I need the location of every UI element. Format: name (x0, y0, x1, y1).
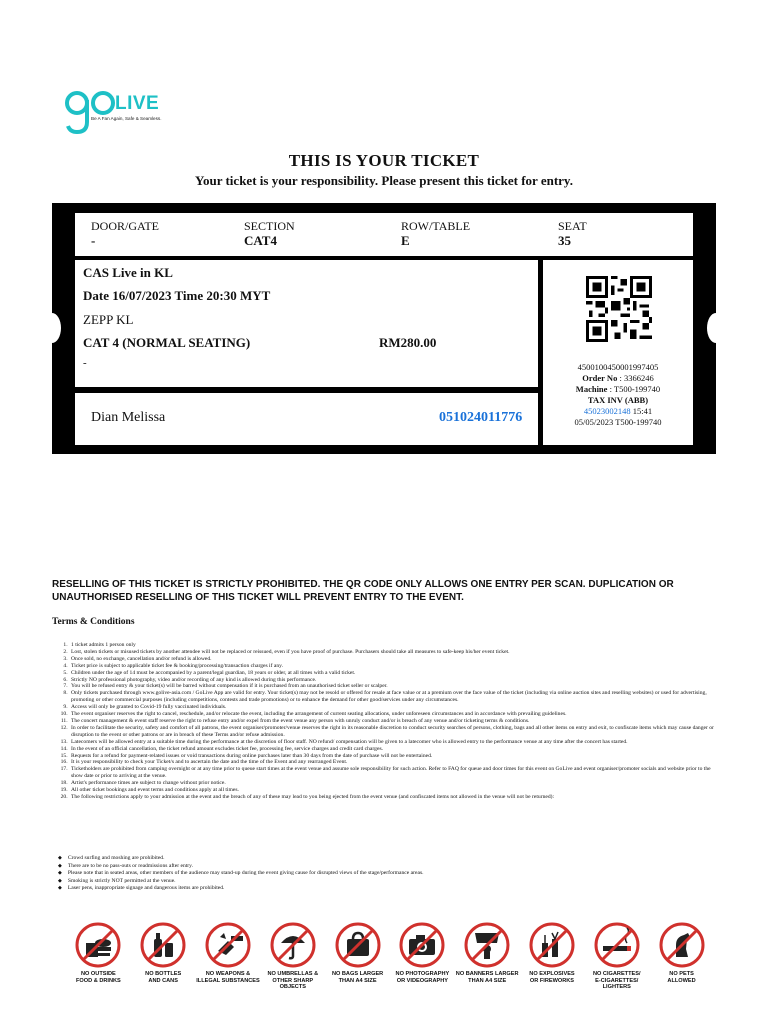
terms-item: 9. Access will only be granted to Covid-19 fully vaccinated individuals. (69, 704, 716, 711)
no-camera-icon (398, 921, 446, 969)
qr-details (543, 362, 693, 428)
terms-item: 14. In the event of an official cancellation, the ticket refund amount excludes ticket fee, processing fee, service charges and credit card charges. (69, 746, 716, 753)
prohibited-item (455, 921, 520, 1021)
row-table-label: ROW/TABLE (401, 219, 471, 233)
ticket-id[interactable]: 051024011776 (439, 410, 523, 425)
restriction-item: ◆ Please note that in seated areas, other members of the audience may stand-up during the event giving cause for disrupted views of the stage/performance areas. (69, 870, 716, 878)
no-food-icon (74, 921, 122, 969)
invoice-number[interactable]: 45023002148 (583, 406, 631, 416)
restrictions-list (52, 855, 716, 893)
section-value: CAT4 (244, 233, 277, 248)
ticket-category: CAT 4 (NORMAL SEATING) (83, 335, 251, 350)
issue-line: 05/05/2023 T500-199740 (574, 417, 662, 427)
terms-item: 3. Once sold, no exchange, cancellation and/or refund is allowed. (69, 656, 716, 663)
terms-item: 11. The concert management & event staff reserve the right to refuse entry and/or expel from the event venue any person with unruly conduct and/or is breach of any venue and/or ticketing terms & conditions. (69, 718, 716, 725)
prohibited-item (390, 921, 455, 1021)
logo-tagline: Be A Fan Again, Safe & Seamless. (91, 116, 162, 121)
logo-wordmark: LIVE (115, 93, 160, 114)
terms-item: 19. All other ticket bookings and event terms and conditions apply at all times. (69, 787, 716, 794)
prohibited-item (260, 921, 325, 1021)
event-datetime: Date 16/07/2023 Time 20:30 MYT (83, 288, 271, 303)
order-number: 3366246 (623, 373, 654, 383)
no-large-bags-icon (334, 921, 382, 969)
invoice-line (543, 406, 693, 417)
terms-item: 8. Only tickets purchased through www.golive-asia.com / GoLive App are valid for entry. Your ticket(s) may not be resold or offered for resale at face value or at a premium over the face value of the ticket (including via online auction sites and reselling websites) or used for advertising, promoting or other commercial purposes (including competitions, contests and trade promotions) or to enhance the demand for other good/services under any circumstances. (69, 690, 716, 704)
restriction-item: ◆ Smoking is strictly NOT permitted at the venue. (69, 878, 716, 886)
prohibited-item (196, 921, 261, 1021)
machine-line: Machine : T500-199740 (575, 384, 661, 394)
prohibited-label: NO PHOTOGRAPHY OR VIDEOGRAPHY (395, 971, 450, 984)
row-table (401, 219, 470, 248)
terms-item: 4. Ticket price is subject to applicable ticket fee & booking/processing/transaction charges if any. (69, 663, 716, 670)
page-subtitle: Your ticket is your responsibility. Please present this ticket for entry. (195, 173, 573, 188)
no-umbrella-icon (269, 921, 317, 969)
order-line: Order No : 3366246 (582, 373, 654, 383)
holder-name: Dian Melissa (91, 410, 166, 425)
prohibited-item (66, 921, 131, 1021)
terms-item: 5. Children under the age of 14 must be accompanied by a parent/legal guardian, 18 years or older, at all times with a valid ticket. (69, 670, 716, 677)
terms-item: 6. Strictly NO professional photography, video and/or recording of any kind is allowed during this performance. (69, 677, 716, 684)
section-label: SECTION (244, 219, 295, 233)
restriction-item: ◆ Laser pens, inappropriate signage and dangerous items are prohibited. (69, 885, 716, 893)
tax-invoice-label: TAX INV (ABB) (587, 395, 649, 405)
door-gate-value: - (91, 233, 96, 248)
restriction-item: ◆ Crowd surfing and moshing are prohibited. (69, 855, 716, 863)
door-gate (91, 219, 159, 248)
terms-item: 7. You will be refused entry & your ticket(s) will be barred without compensation if it is purchased from an unauthorised ticket seller or scalper. (69, 683, 716, 690)
no-pets-icon (658, 921, 706, 969)
terms-title: Terms & Conditions (52, 617, 135, 627)
terms-item: 10. The event organiser reserves the right to cancel, reschedule, and/or relocate the event, including the arrangement of current seating allocations, under unforeseen circumstances and in accordance with prevailing guidelines. (69, 711, 716, 718)
prohibited-item (325, 921, 390, 1021)
terms-item: 20. The following restrictions apply to your admission at the event and the breach of any of these may lead to you being ejected from the event venue (and confiscated items not allowed in the venue will not be returned): (69, 794, 716, 801)
terms-item: 18. Artist's performance times are subject to change without prior notice. (69, 780, 716, 787)
resell-warning: RESELLING OF THIS TICKET IS STRICTLY PROHIBITED. THE QR CODE ONLY ALLOWS ONE ENTRY PER SCAN. DUPLICATION OR UNAUTHORISED RESELLING OF THIS TICKET WILL PREVENT ENTRY TO THE EVENT. (52, 579, 674, 603)
prohibited-item (131, 921, 196, 1021)
terms-list (52, 642, 716, 801)
seat (558, 219, 587, 248)
prohibited-label: NO CIGARETTES/ E-CIGARETTES/ LIGHTERS (592, 971, 641, 990)
terms-item: 13. Latecomers will be allowed entry at a suitable time during the performance at the discretion of floor staff. NO refund/ compensation will be given to a latecomer who is allowed entry to the performance venue at any time after the concert has started. (69, 739, 716, 746)
terms-item: 2. Lost, stolen tickets or misused tickets by another attendee will not be replaced or reissued, even if you have proof of purchase. Purchasers should take all measures to safe-keep his/her event ticket. (69, 649, 716, 656)
section (244, 219, 295, 248)
terms-item: 17. Ticketholders are prohibited from camping overnight or at any time prior to queue start times at the event venue and assume sole responsibility for such action. Refer to FAQ for queue and door times for this event on GoLive and event organiser/promoter socials and website prior to the show date or prior to arriving at the venue. (69, 766, 716, 780)
no-bottles-icon (139, 921, 187, 969)
prohibited-label: NO UMBRELLAS & OTHER SHARP OBJECTS (267, 971, 319, 990)
prohibited-item (520, 921, 585, 1021)
ticket-notch-right (707, 313, 725, 343)
prohibited-label: NO BANNERS LARGER THAN A4 SIZE (455, 971, 519, 984)
barcode-number: 4500100450001997405 (577, 362, 659, 372)
seat-label: SEAT (558, 219, 587, 233)
machine-label: Machine (575, 384, 608, 394)
order-label: Order No (582, 373, 618, 383)
page-title: THIS IS YOUR TICKET (288, 151, 480, 170)
prohibited-item (584, 921, 649, 1021)
ticket-notch-left (43, 313, 61, 343)
qr-code-icon (586, 276, 652, 342)
invoice-time: 15:41 (632, 406, 653, 416)
ticket-note: - (83, 357, 87, 369)
prohibited-label: NO EXPLOSIVES OR FIREWORKS (529, 971, 575, 984)
event-venue: ZEPP KL (83, 312, 134, 327)
door-gate-label: DOOR/GATE (91, 219, 159, 233)
no-smoking-icon (593, 921, 641, 969)
terms-item: 1. 1 ticket admits 1 person only (69, 642, 716, 649)
terms-item: 12. In order to facilitate the security, safety and comfort of all patrons, the event organiser/promoter/venue reserves the right in its reasonable discretion to conduct security searches of persons, clothing, bags and all other items on entry and exit, to confiscate items which may cause danger or disruption to the event or other patrons or are in breach of these Terms and/or refuse admission. (69, 725, 716, 739)
restriction-item: ◆ There are to be no pass-outs or readmissions after entry. (69, 863, 716, 871)
no-banners-icon (463, 921, 511, 969)
machine-value: T500-199740 (613, 384, 661, 394)
prohibited-label: NO PETS ALLOWED (667, 971, 696, 984)
seat-info-panel (75, 213, 693, 256)
prohibited-label: NO BOTTLES AND CANS (145, 971, 182, 984)
prohibited-label: NO BAGS LARGER THAN A4 SIZE (331, 971, 384, 984)
event-name: CAS Live in KL (83, 265, 173, 280)
prohibited-items-row (66, 921, 714, 1021)
seat-value: 35 (558, 233, 571, 248)
prohibited-label: NO WEAPONS & ILLEGAL SUBSTANCES (196, 971, 260, 984)
prohibited-label: NO OUTSIDE FOOD & DRINKS (76, 971, 121, 984)
terms-item: 16. It is your responsibility to check your Ticket/s and to ascertain the date and the time of the Event and any rearranged Event. (69, 759, 716, 766)
no-fireworks-icon (528, 921, 576, 969)
no-weapons-icon (204, 921, 252, 969)
ticket-price: RM280.00 (379, 335, 437, 350)
terms-item: 15. Requests for a refund for payment-related issues or void transactions during online purchases later than 30 days from the date of purchase will not be entertained. (69, 753, 716, 760)
row-table-value: E (401, 233, 410, 248)
prohibited-item (649, 921, 714, 1021)
